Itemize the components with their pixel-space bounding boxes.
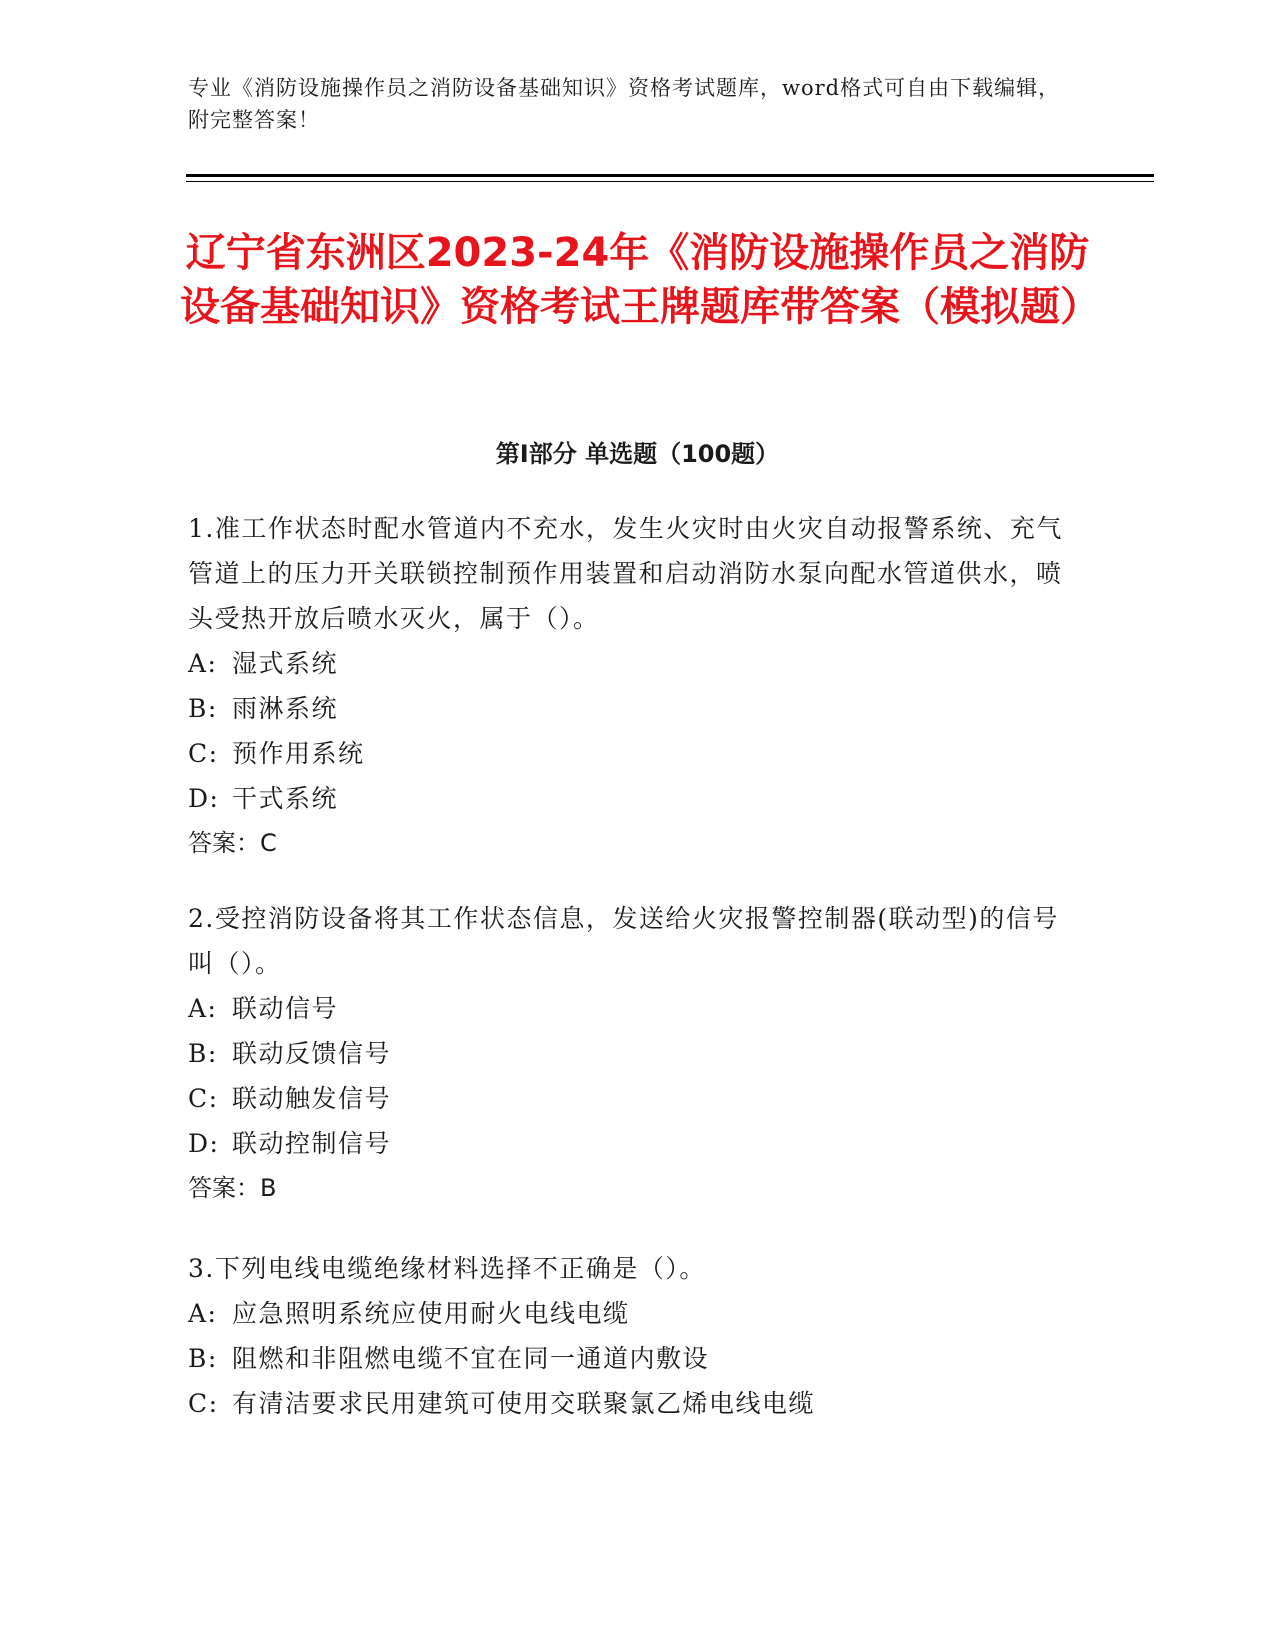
option-text: 联动反馈信号 — [232, 1039, 392, 1068]
answer-line: 答案：B — [188, 1174, 277, 1202]
option-c — [188, 1381, 1068, 1426]
question-stem: 3.下列电线电缆绝缘材料选择不正确是（）。 — [188, 1254, 706, 1283]
option-text: 阻燃和非阻燃电缆不宜在同一通道内敷设 — [232, 1344, 710, 1373]
option-key: C: — [188, 739, 219, 768]
option-key: D: — [188, 784, 220, 813]
section-heading: 第Ⅰ部分 单选题（100题） — [495, 440, 780, 468]
option-text: 干式系统 — [232, 784, 339, 813]
option-key: C: — [188, 1084, 219, 1113]
header-divider-thick — [186, 174, 1154, 177]
question-2 — [188, 896, 1068, 1211]
header-divider-thin — [186, 181, 1154, 182]
question-stem: 1.准工作状态时配水管道内不充水，发生火灾时由火灾自动报警系统、充气管道上的压力开关联锁控制预作用装置和启动消防水泵向配水管道供水，喷头受热开放后喷水灭火，属于（）。 — [188, 514, 1063, 633]
option-text: 应急照明系统应使用耐火电线电缆 — [232, 1299, 630, 1328]
option-key: A: — [188, 649, 218, 678]
option-text: 雨淋系统 — [232, 694, 339, 723]
option-key: A: — [188, 994, 218, 1023]
option-text: 预作用系统 — [232, 739, 365, 768]
option-a — [188, 986, 1068, 1031]
header-note: 专业《消防设施操作员之消防设备基础知识》资格考试题库，word格式可自由下载编辑，附完整答案！ — [188, 76, 1061, 132]
option-b — [188, 686, 1068, 731]
answer-line: 答案：C — [188, 829, 277, 857]
option-a — [188, 641, 1068, 686]
option-text: 有清洁要求民用建筑可使用交联聚氯乙烯电线电缆 — [232, 1389, 816, 1418]
option-key: C: — [188, 1389, 219, 1418]
option-key: B: — [188, 694, 218, 723]
option-a — [188, 1291, 1068, 1336]
option-key: A: — [188, 1299, 218, 1328]
option-key: D: — [188, 1129, 220, 1158]
option-key: B: — [188, 1344, 218, 1373]
option-c — [188, 1076, 1068, 1121]
option-d — [188, 1121, 1068, 1166]
option-text: 湿式系统 — [232, 649, 339, 678]
question-stem: 2.受控消防设备将其工作状态信息，发送给火灾报警控制器(联动型)的信号叫（）。 — [188, 904, 1059, 978]
option-key: B: — [188, 1039, 218, 1068]
option-b — [188, 1031, 1068, 1076]
option-text: 联动触发信号 — [232, 1084, 392, 1113]
option-b — [188, 1336, 1068, 1381]
question-1 — [188, 506, 1068, 866]
option-text: 联动信号 — [232, 994, 339, 1023]
option-text: 联动控制信号 — [232, 1129, 392, 1158]
document-title: 辽宁省东洲区2023-24年《消防设施操作员之消防设备基础知识》资格考试王牌题库带答案（模拟题） — [180, 230, 1100, 330]
option-d — [188, 776, 1068, 821]
option-c — [188, 731, 1068, 776]
question-3 — [188, 1246, 1068, 1426]
